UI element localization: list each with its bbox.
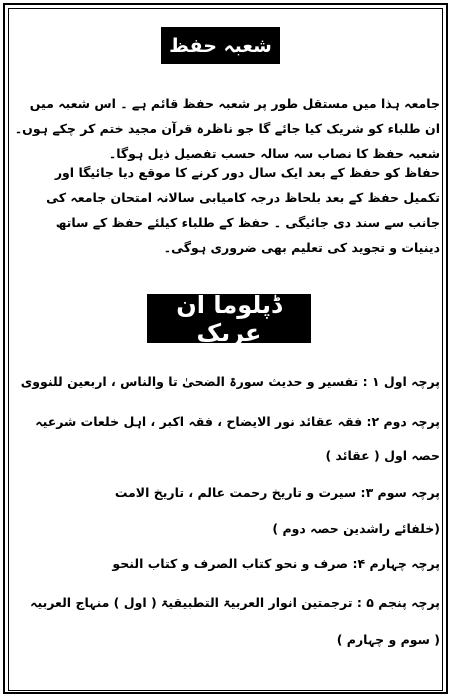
paper-5-line: پرچہ پنجم ۵ : ترجمتین انوار العربیۃ التطبیقیۃ ( اول ) منہاج العربیہ [30,595,440,610]
paper-3-continuation: (خلفائے راشدین حصہ دوم ) [272,521,440,536]
paper-5-continuation: ( سوم و چہارم ) [336,632,440,647]
hifz-paragraph-2: حفاظ کو حفظ کے بعد ایک سال دور کرنے کا موقع دیا جائیگا اور تکمیل حفظ کے بعد بلحاظ درجہ کامیابی سالانہ امتحان جامعہ کی جانب سے سند دی جائیگی ۔ حفظ کے طلباء کیلئے حفظ کے ساتھ دینیات و تجوید کی تعلیم بھی ضروری ہوگی۔ [46,165,440,255]
paper-2-line: پرچہ دوم ۲: فقہ عقائد نور الایضاح ، فقہ اکبر ، اہل خلعات شرعیہ [35,414,440,429]
paper-4-line: پرچہ چہارم ۴: صرف و نحو کتاب الصرف و کتاب النحو [112,556,440,571]
paper-2-continuation: حصہ اول ( عقائد ) [325,448,440,463]
hifz-paragraph-1: جامعہ ہذا میں مستقل طور پر شعبہ حفظ قائم ہے ۔ اس شعبہ میں ان طلباء کو شریک کیا جائے گا جو ناظرہ قرآن مجید ختم کر چکے ہوں۔ شعبہ حفظ کا نصاب سہ سالہ حسب تفصیل ذیل ہوگا۔ [14,96,440,161]
paper-3-line: پرچہ سوم ۳: سیرت و تاریخ رحمت عالم ، تاریخ الامت [114,485,440,500]
paper-1-line: پرچہ اول ۱ : تفسیر و حدیث سورۃ الضحیٰ تا والناس ، اربعین للنووی [20,374,440,389]
hifz-section-heading: شعبہ حفظ [161,27,280,64]
diploma-section-heading: ڈپلوما ان عربک [147,294,311,343]
